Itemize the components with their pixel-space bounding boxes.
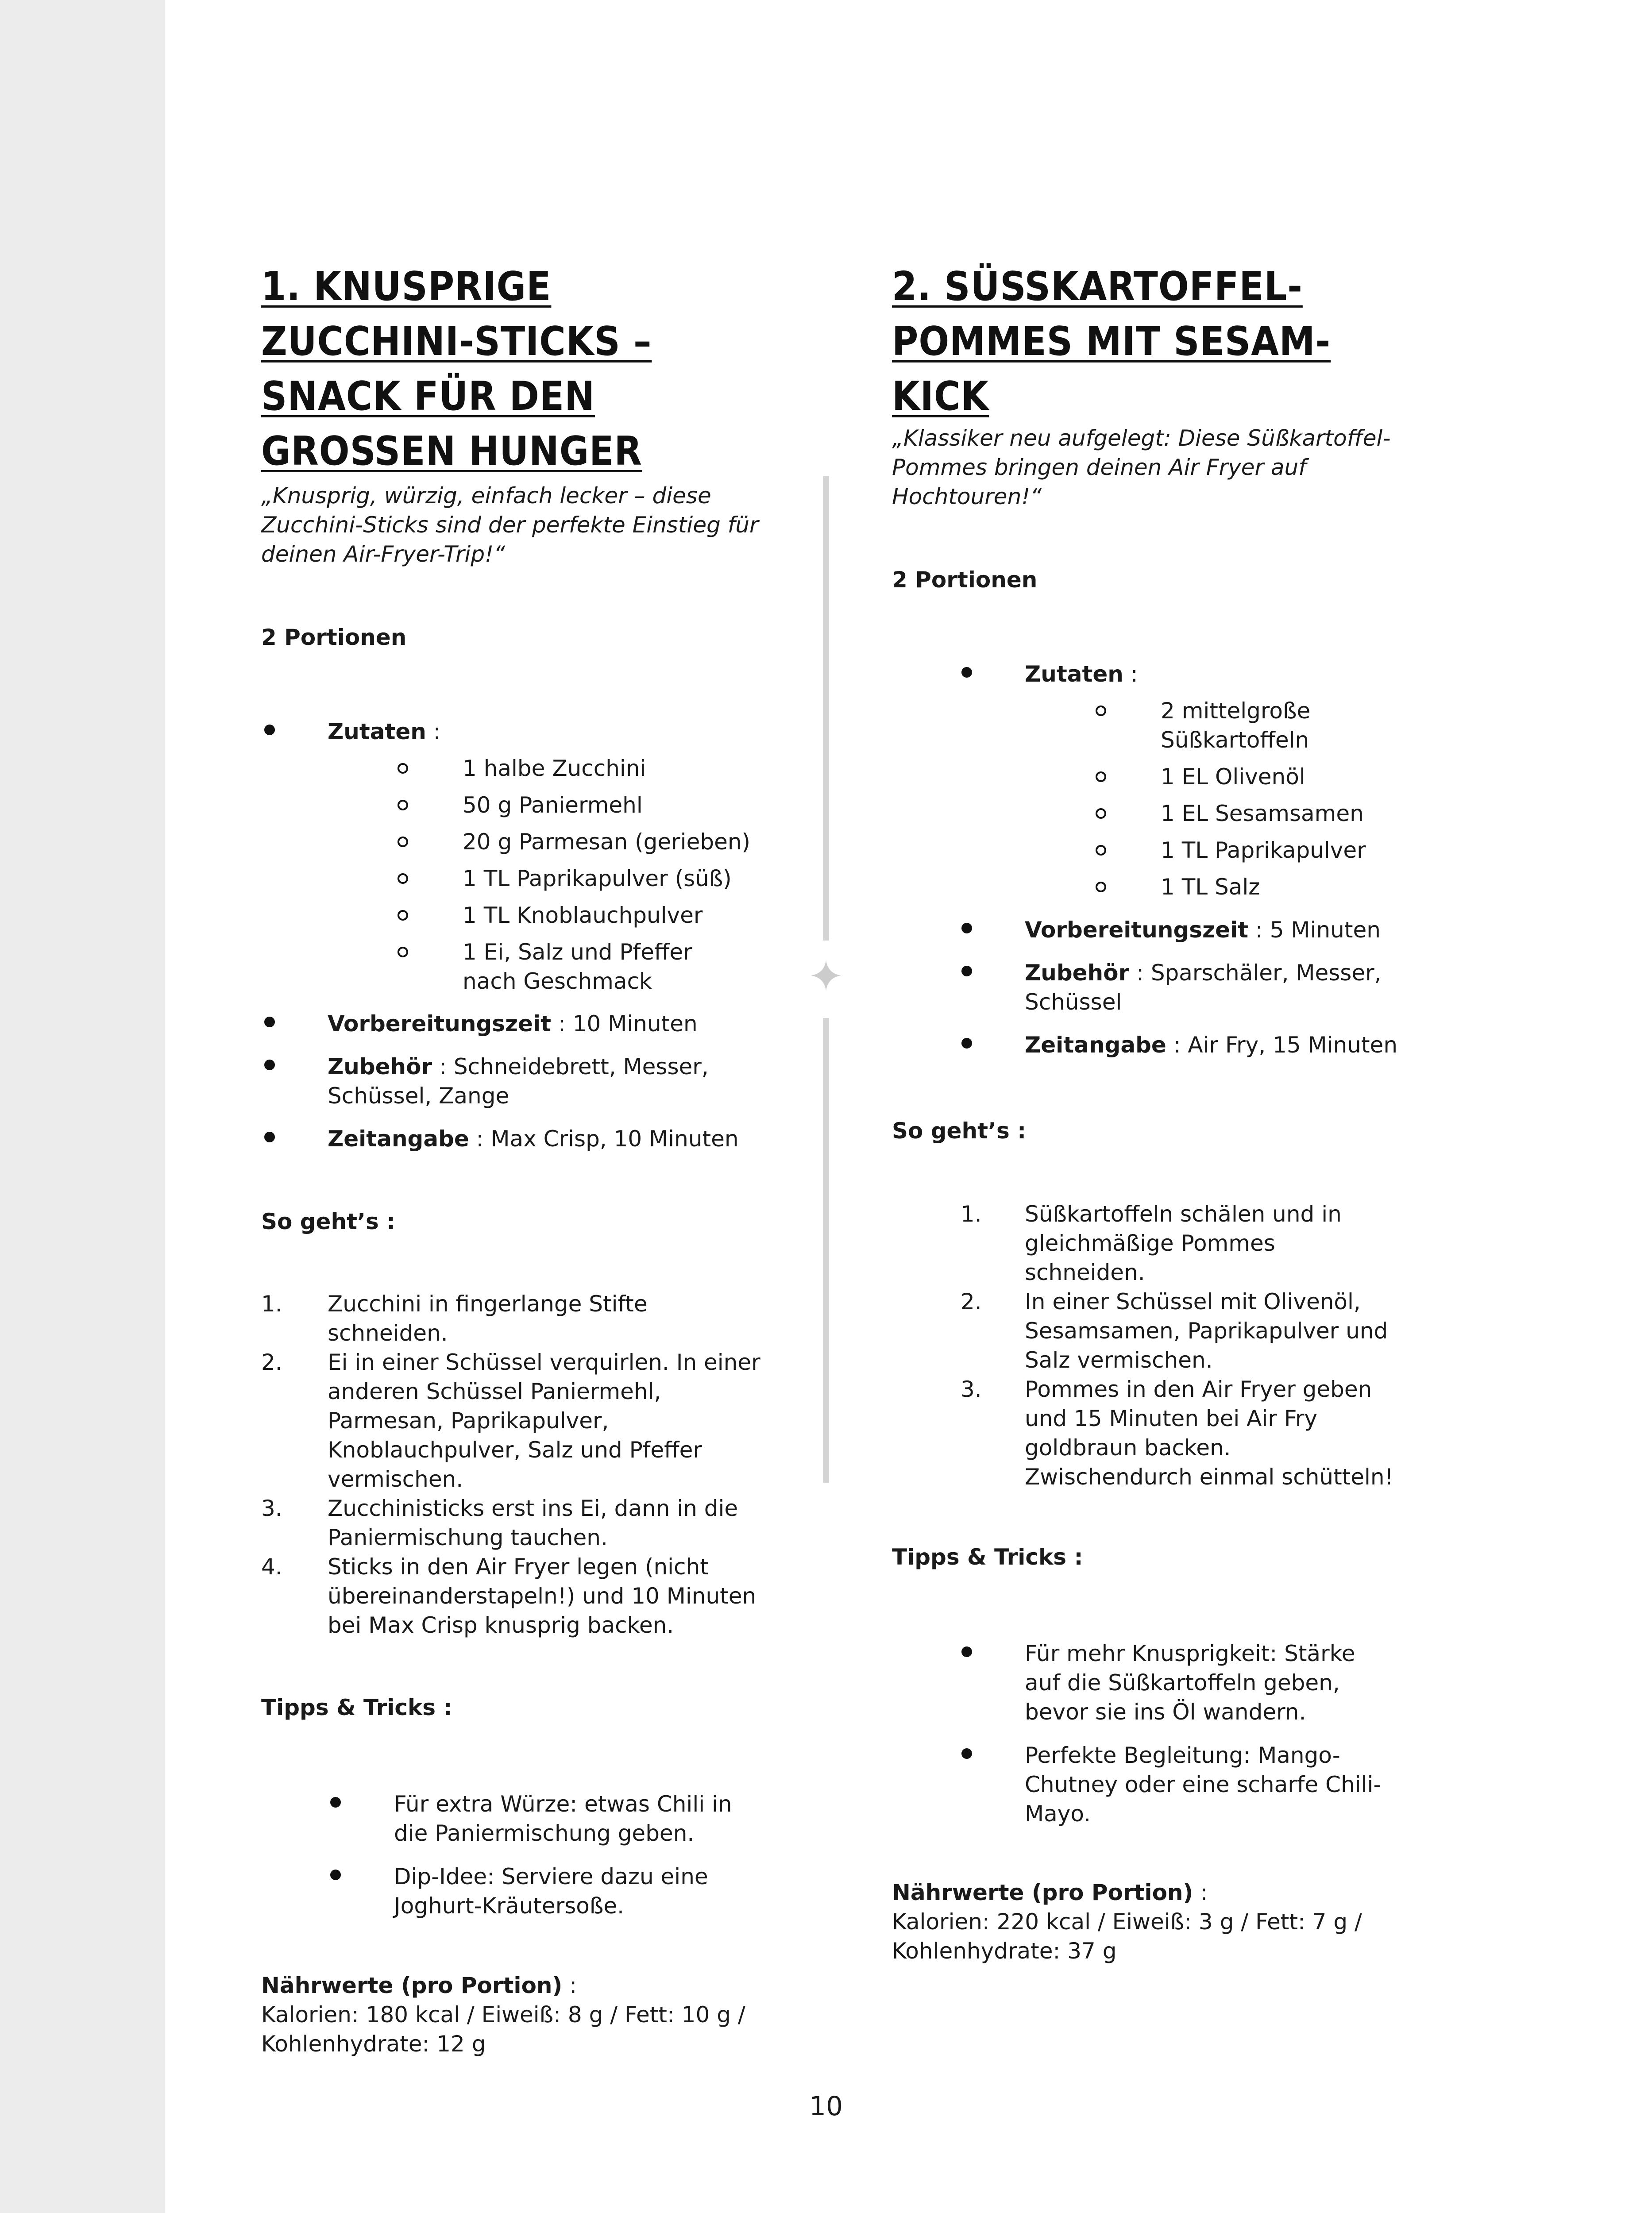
label-separator: : bbox=[432, 1054, 454, 1080]
bullet-dot-icon bbox=[330, 1797, 341, 1808]
ingredient-text: 1 TL Salz bbox=[1161, 874, 1260, 900]
step-text: Zucchini in fingerlange Stifte schneiden. bbox=[328, 1291, 648, 1346]
ingredient-item bbox=[261, 790, 770, 820]
step-item bbox=[261, 1494, 761, 1552]
prep-time-value: 10 Minuten bbox=[572, 1011, 698, 1037]
ingredient-text: 2 mittelgroße Süßkartoffeln bbox=[1161, 698, 1311, 753]
steps-list bbox=[261, 1289, 770, 1640]
bullet-dot-icon bbox=[264, 725, 275, 735]
cook-time-item bbox=[261, 1124, 770, 1153]
recipe-tagline: „Knusprig, würzig, einfach lecker – diese Zucchini-Sticks sind der perfekte Einstieg für deinen Air-Fryer-Trip!“ bbox=[261, 483, 759, 567]
sub-bullet-circle-icon bbox=[1096, 706, 1106, 716]
divider-star-icon bbox=[810, 960, 842, 991]
cook-time-value: Air Fry, 15 Minuten bbox=[1188, 1032, 1398, 1058]
recipe-title: 1. KNUSPRIGE ZUCCHINI-STICKS – SNACK FÜR DEN GROSSEN HUNGER bbox=[261, 263, 652, 474]
label-separator: : bbox=[562, 1973, 577, 1998]
ingredients-list bbox=[892, 696, 1401, 902]
page-number: 10 bbox=[809, 2091, 843, 2122]
step-number: 2. bbox=[261, 1349, 282, 1375]
tip-text: Für extra Würze: etwas Chili in die Paniermischung geben. bbox=[394, 1791, 732, 1846]
ingredient-text: 1 EL Sesamsamen bbox=[1161, 801, 1364, 826]
ingredient-item bbox=[892, 836, 1401, 865]
tip-item bbox=[892, 1741, 1388, 1828]
cook-time-label: Zeitangabe bbox=[1025, 1032, 1166, 1058]
label-separator: : bbox=[1123, 661, 1138, 687]
ingredient-item bbox=[261, 901, 770, 930]
ingredient-text: 1 TL Knoblauchpulver bbox=[463, 902, 703, 928]
ingredient-item bbox=[892, 799, 1401, 828]
bullet-dot-icon bbox=[961, 1038, 972, 1049]
step-item bbox=[261, 1289, 691, 1348]
bullet-dot-icon bbox=[961, 966, 972, 976]
ingredient-item bbox=[892, 762, 1401, 791]
label-separator: : bbox=[469, 1126, 491, 1152]
step-number: 1. bbox=[261, 1291, 282, 1317]
step-text: Sticks in den Air Fryer legen (nicht übereinanderstapeln!) und 10 Minuten bei Max Crisp knusprig backen. bbox=[328, 1554, 757, 1638]
ingredient-item bbox=[892, 872, 1401, 902]
bullet-dot-icon bbox=[961, 1646, 972, 1657]
step-text: Pommes in den Air Fryer geben und 15 Minuten bei Air Fry goldbraun backen. Zwischendurch einmal schütteln! bbox=[1025, 1376, 1393, 1490]
bullet-dot-icon bbox=[961, 667, 972, 678]
ingredient-item bbox=[261, 827, 770, 856]
label-separator: : bbox=[426, 719, 441, 744]
nutrition-label: Nährwerte (pro Portion) bbox=[892, 1880, 1193, 1905]
sub-bullet-circle-icon bbox=[398, 873, 408, 884]
bullet-dot-icon bbox=[330, 1870, 341, 1880]
sub-bullet-circle-icon bbox=[398, 800, 408, 810]
label-separator: : bbox=[1129, 960, 1151, 986]
column-divider-bottom bbox=[823, 1018, 829, 1483]
sub-bullet-circle-icon bbox=[398, 910, 408, 921]
ingredient-text: 1 TL Paprikapulver bbox=[1161, 837, 1366, 863]
page-margin-strip bbox=[0, 0, 165, 2213]
step-text: Ei in einer Schüssel verquirlen. In einer anderen Schüssel Paniermehl, Parmesan, Paprikapulver, Knoblauchpulver, Salz und Pfeffer vermischen. bbox=[328, 1349, 760, 1492]
label-separator: : bbox=[1193, 1880, 1208, 1905]
tips-heading: Tipps & Tricks : bbox=[892, 1544, 1083, 1570]
steps-heading: So geht’s : bbox=[261, 1209, 396, 1234]
tools-label: Zubehör bbox=[328, 1054, 432, 1080]
recipe-title: 2. SÜSSKARTOFFEL-POMMES MIT SESAM-KICK bbox=[892, 263, 1331, 420]
ingredients-label: Zutaten bbox=[328, 719, 426, 744]
tips-list bbox=[261, 1789, 770, 1920]
bullet-dot-icon bbox=[961, 923, 972, 933]
bullet-dot-icon bbox=[264, 1132, 275, 1142]
ingredient-item bbox=[261, 937, 710, 996]
recipe-facts-list bbox=[892, 659, 1401, 1060]
steps-list bbox=[892, 1199, 1401, 1492]
tools-value: Sparschäler, Messer, Schüssel bbox=[1025, 960, 1382, 1015]
ingredients-item bbox=[261, 717, 770, 996]
tools-label: Zubehör bbox=[1025, 960, 1130, 986]
bullet-dot-icon bbox=[264, 1017, 275, 1027]
prep-time-item bbox=[261, 1009, 770, 1038]
sub-bullet-circle-icon bbox=[1096, 808, 1106, 819]
tip-item bbox=[261, 1862, 748, 1920]
step-item bbox=[261, 1348, 761, 1494]
tip-text: Dip-Idee: Serviere dazu eine Joghurt-Kräutersoße. bbox=[394, 1864, 708, 1919]
step-number: 1. bbox=[961, 1201, 982, 1227]
ingredient-text: 1 TL Paprikapulver (süß) bbox=[463, 866, 732, 891]
portions: 2 Portionen bbox=[261, 625, 407, 650]
step-text: Zucchinisticks erst ins Ei, dann in die Paniermischung tauchen. bbox=[328, 1496, 738, 1550]
portions: 2 Portionen bbox=[892, 567, 1038, 593]
step-number: 2. bbox=[961, 1289, 982, 1315]
ingredient-text: 50 g Paniermehl bbox=[463, 792, 643, 818]
recipe-facts-list bbox=[261, 717, 770, 1153]
ingredient-item bbox=[261, 864, 770, 893]
tip-item bbox=[261, 1789, 748, 1848]
tools-item bbox=[892, 958, 1388, 1017]
sub-bullet-circle-icon bbox=[398, 947, 408, 957]
sub-bullet-circle-icon bbox=[398, 763, 408, 774]
column-divider-top bbox=[823, 476, 829, 941]
sub-bullet-circle-icon bbox=[1096, 845, 1106, 856]
nutrition-value: Kalorien: 220 kcal / Eiweiß: 3 g / Fett: 7 g / Kohlenhydrate: 37 g bbox=[892, 1909, 1362, 1964]
cook-time-value: Max Crisp, 10 Minuten bbox=[490, 1126, 739, 1152]
step-item bbox=[892, 1287, 1397, 1375]
sub-bullet-circle-icon bbox=[398, 837, 408, 847]
nutrition-info bbox=[892, 1878, 1392, 1966]
step-text: Süßkartoffeln schälen und in gleichmäßige Pommes schneiden. bbox=[1025, 1201, 1342, 1285]
prep-time-value: 5 Minuten bbox=[1270, 917, 1381, 943]
cook-time-item bbox=[892, 1030, 1401, 1060]
tools-item bbox=[261, 1052, 713, 1110]
step-item bbox=[261, 1552, 761, 1640]
recipe-tagline: „Klassiker neu aufgelegt: Diese Süßkartoffel-Pommes bringen deinen Air Fryer auf Hochtouren!“ bbox=[892, 425, 1391, 509]
tip-text: Für mehr Knusprigkeit: Stärke auf die Süßkartoffeln geben, bevor sie ins Öl wandern. bbox=[1025, 1641, 1355, 1725]
ingredient-text: 1 Ei, Salz und Pfeffer nach Geschmack bbox=[463, 939, 692, 994]
ingredient-item bbox=[892, 696, 1347, 755]
tools-value: Schneidebrett, Messer, Schüssel, Zange bbox=[328, 1054, 709, 1109]
nutrition-label: Nährwerte (pro Portion) bbox=[261, 1973, 563, 1998]
prep-time-item bbox=[892, 915, 1401, 945]
ingredient-text: 1 halbe Zucchini bbox=[463, 756, 646, 781]
bullet-dot-icon bbox=[264, 1060, 275, 1070]
tip-text: Perfekte Begleitung: Mango-Chutney oder eine scharfe Chili-Mayo. bbox=[1025, 1743, 1382, 1827]
step-item bbox=[892, 1199, 1370, 1287]
label-separator: : bbox=[1166, 1032, 1188, 1058]
step-text: In einer Schüssel mit Olivenöl, Sesamsamen, Paprikapulver und Salz vermischen. bbox=[1025, 1289, 1388, 1373]
step-item bbox=[892, 1375, 1397, 1492]
ingredients-item bbox=[892, 659, 1401, 902]
steps-heading: So geht’s : bbox=[892, 1118, 1027, 1144]
ingredients-label: Zutaten bbox=[1025, 661, 1123, 687]
ingredient-text: 1 EL Olivenöl bbox=[1161, 764, 1305, 790]
nutrition-info bbox=[261, 1971, 761, 2059]
bullet-dot-icon bbox=[961, 1748, 972, 1759]
ingredients-list bbox=[261, 754, 770, 996]
tip-item bbox=[892, 1639, 1379, 1727]
ingredient-item bbox=[261, 754, 770, 783]
label-separator: : bbox=[551, 1011, 573, 1037]
step-number: 3. bbox=[961, 1376, 982, 1402]
step-number: 4. bbox=[261, 1554, 282, 1580]
prep-time-label: Vorbereitungszeit bbox=[328, 1011, 552, 1037]
prep-time-label: Vorbereitungszeit bbox=[1025, 917, 1249, 943]
sub-bullet-circle-icon bbox=[1096, 882, 1106, 892]
nutrition-value: Kalorien: 180 kcal / Eiweiß: 8 g / Fett: 10 g / Kohlenhydrate: 12 g bbox=[261, 2002, 745, 2057]
ingredient-text: 20 g Parmesan (gerieben) bbox=[463, 829, 751, 855]
label-separator: : bbox=[1248, 917, 1270, 943]
step-number: 3. bbox=[261, 1496, 282, 1521]
tips-heading: Tipps & Tricks : bbox=[261, 1695, 452, 1720]
cook-time-label: Zeitangabe bbox=[328, 1126, 469, 1152]
sub-bullet-circle-icon bbox=[1096, 771, 1106, 782]
tips-list bbox=[892, 1639, 1401, 1828]
